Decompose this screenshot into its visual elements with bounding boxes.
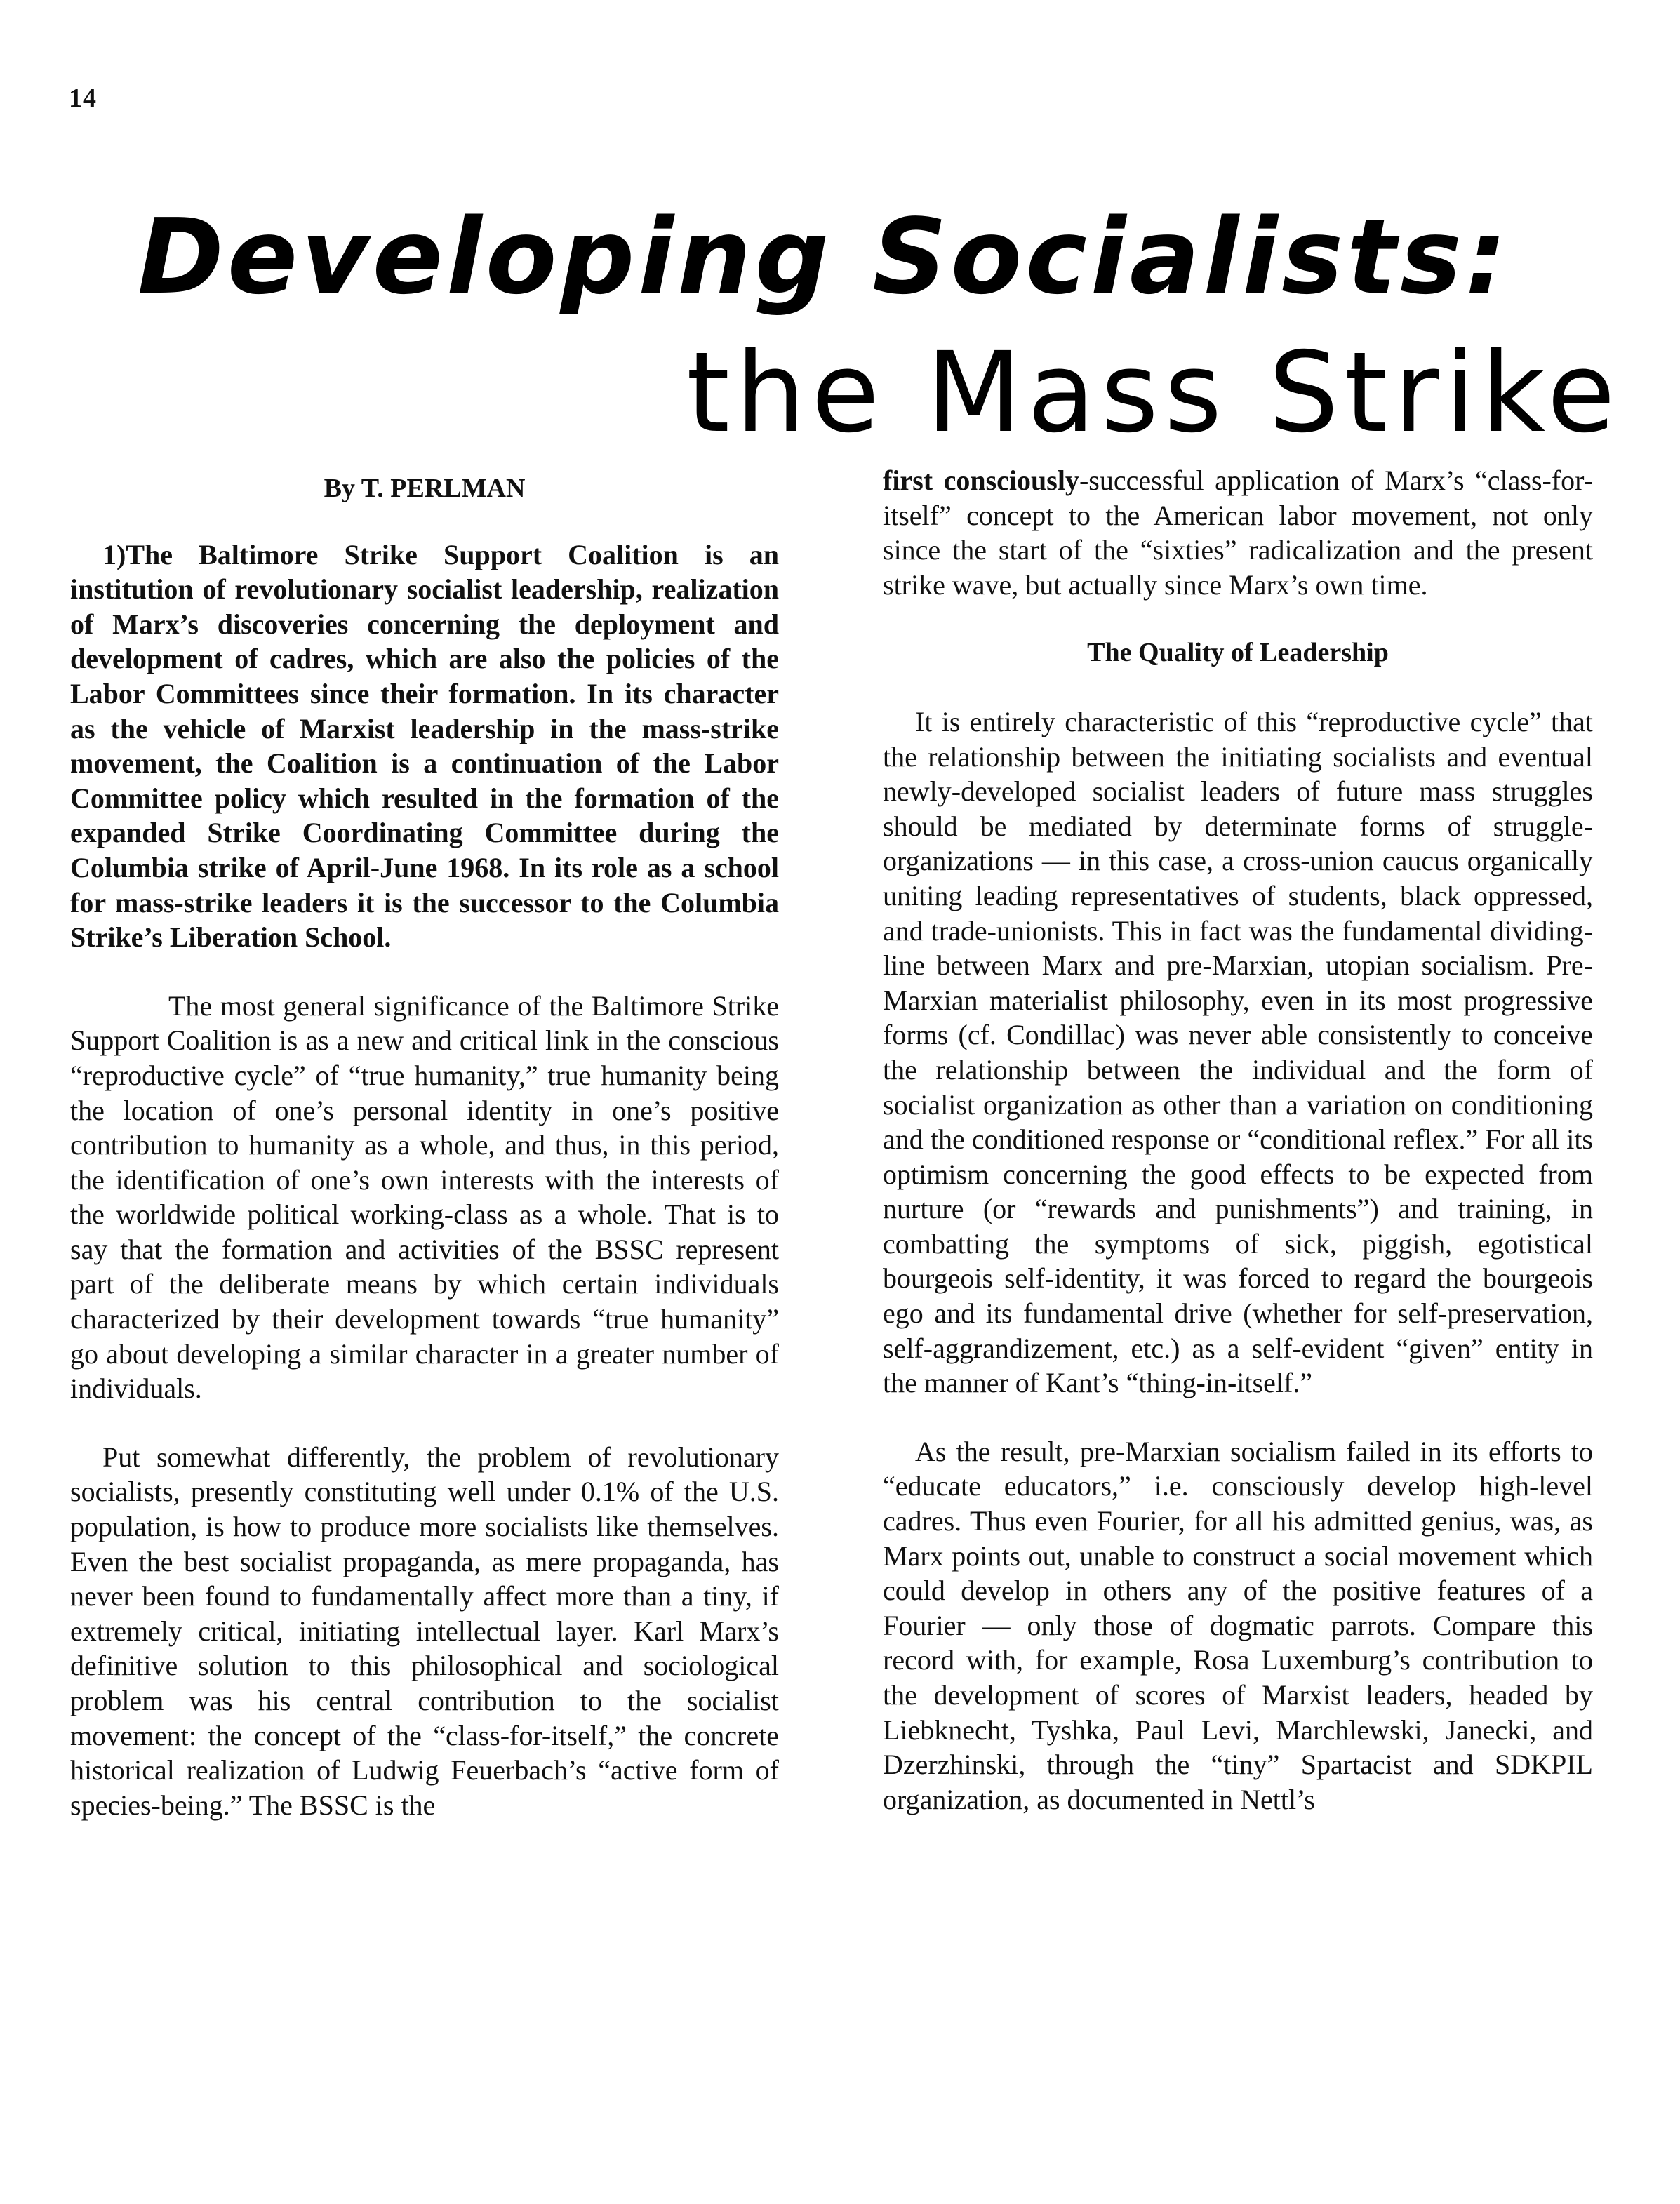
byline: By T. PERLMAN: [324, 474, 526, 503]
paragraph-intro: 1)The Baltimore Strike Support Coalition is an institution of revolutionary socialist leadership, realization of Marx’s discoveries concerning the deployment and development of cadres, which are also the policies of the Labor Committees since their formation. In its character as the vehicle of Marxist leadership in the mass-strike movement, the Coalition is a continuation of the Labor Committee policy which resulted in the formation of the expanded Strike Coordinating Committee during the Columbia strike of April-June 1968. In its role as a school for mass-strike leaders it is the successor to the Columbia Strike’s Liberation School.: [70, 538, 779, 954]
continuation-text: -successful application of Marx’s “class-for-itself” concept to the American labor movement, not only since the start of the “sixties” radicalization and the present strike wave, but actually since Marx’s own time.: [883, 465, 1593, 601]
paragraph-gap: [70, 955, 779, 989]
paragraph-gap: [70, 1406, 779, 1440]
article-title-line-1: Developing Socialists:: [138, 196, 1511, 317]
paragraph: Put somewhat differently, the problem of revolutionary socialists, presently constituting well under 0.1% of the U.S. population, is how to produce more socialists like themselves. Even the best socialist propaganda, as mere propaganda, has never been found to fundamentally affect more than a tiny, if extremely critical, initiating intellectual layer. Karl Marx’s definitive solution to this philosophical and sociological problem was his central contribution to the socialist movement: the concept of the “class-for-itself,” the concrete historical realization of Ludwig Feuerbach’s “active form of species-being.” The BSSC is the: [70, 1441, 779, 1821]
paragraph: As the result, pre-Marxian socialism failed in its efforts to “educate educators,” i.e. consciously develop high-level cadres. Thus even Fourier, for all his admitted genius, was, as Marx points out, unable to construct a social movement which could develop in others any of the positive features of a Fourier — only those of dogmatic parrots. Compare this record with, for example, Rosa Luxemburg’s contribution to the development of scores of Marxist leaders, headed by Liebknecht, Tyshka, Paul Levi, Marchlewski, Janecki, and Dzerzhinski, through the “tiny” Spartacist and SDKPIL organization, as documented in Nettl’s: [883, 1435, 1593, 1815]
article-title-line-2: the Mass Strike: [686, 328, 1621, 458]
section-heading: The Quality of Leadership: [1087, 638, 1389, 668]
paragraph-gap: [883, 1401, 1593, 1434]
paragraph: It is entirely characteristic of this “reproductive cycle” that the relationship between the initiating socialists and eventual newly-developed socialist leaders of future mass struggles should be mediated by determinate forms of struggle-organizations — in this case, a cross-union caucus organically uniting leading representatives of students, black oppressed, and trade-unionists. This in fact was the fundamental dividing-line between Marx and pre-Marxian, utopian socialism. Pre-Marxian materialist philosophy, even in its most progressive forms (cf. Condillac) was never able consistently to conceive the relationship between the individual and the form of socialist organization as other than a variation on conditioning and the conditioned response or “conditional reflex.” For all its optimism concerning the good effects to be expected from nurture (or “rewards and punishments”) and training, in combatting the symptoms of sick, piggish, egotistical bourgeois self-identity, it was forced to regard the bourgeois ego and its fundamental drive (whether for self-preservation, self-aggrandizement, etc.) as a self-evident “given” entity in the manner of Kant’s “thing-in-itself.”: [883, 705, 1593, 1399]
paragraph-continuation: [883, 463, 1593, 602]
emphasized-text: first consciously: [883, 465, 1079, 496]
right-column: [883, 463, 1593, 1817]
left-column: [70, 472, 779, 1822]
paragraph: The most general significance of the Baltimore Strike Support Coalition is as a new and critical link in the conscious “reproductive cycle” of “true humanity,” true humanity being the location of one’s personal identity in one’s positive contribution to humanity as a whole, and thus, in this period, the identification of one’s own interests with the interests of the worldwide political working-class as a whole. That is to say that the formation and activities of the BSSC represent part of the deliberate means by which certain individuals characterized by their development towards “true humanity” go about developing a similar character in a greater number of individuals.: [70, 989, 779, 1405]
page-number: 14: [69, 84, 97, 113]
